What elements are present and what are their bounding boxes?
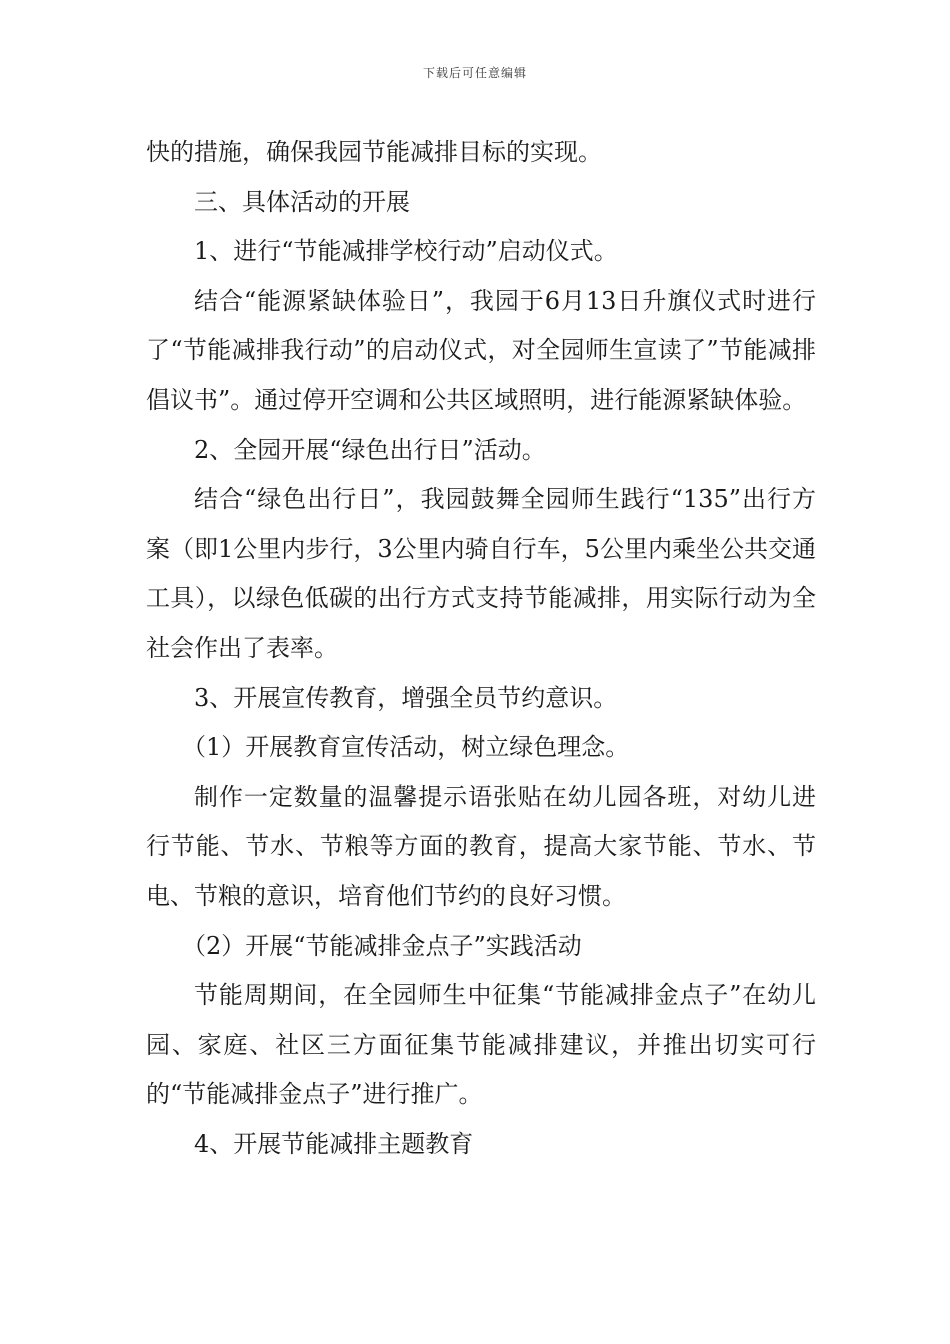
document-body xyxy=(146,128,816,1169)
paragraph-item-1: 结合“能源紧缺体验日”，我园于6月13日升旗仪式时进行了“节能减排我行动”的启动仪式，对全园师生宣读了”节能减排倡议书”。通过停开空调和公共区域照明，进行能源紧缺体验。 xyxy=(146,286,816,414)
paragraph-measures-end: 快的措施，确保我园节能减排目标的实现。 xyxy=(146,138,602,166)
item-heading-2: 2、全园开展“绿色出行日”活动。 xyxy=(194,435,546,464)
item-heading-4: 4、开展节能减排主题教育 xyxy=(194,1129,474,1158)
page-header: 下载后可任意编辑 xyxy=(422,66,527,80)
paragraph-subitem-2: 节能周期间，在全园师生中征集“节能减排金点子”在幼儿园、家庭、社区三方面征集节能减排建议，并推出切实可行的“节能减排金点子”进行推广。 xyxy=(146,981,816,1109)
paragraph-subitem-1: 制作一定数量的温馨提示语张贴在幼儿园各班，对幼儿进行节能、节水、节粮等方面的教育，提高大家节能、节水、节电、节粮的意识，培育他们节约的良好习惯。 xyxy=(146,782,816,910)
item-heading-3: 3、开展宣传教育，增强全员节约意识。 xyxy=(194,683,618,712)
paragraph-item-2: 结合“绿色出行日”，我园鼓舞全园师生践行“135”出行方案（即1公里内步行，3公里内骑自行车，5公里内乘坐公共交通工具），以绿色低碳的出行方式支持节能减排，用实际行动为全社会作出了表率。 xyxy=(146,485,816,662)
section-heading-activities: 三、具体活动的开展 xyxy=(194,187,410,216)
subitem-heading-1: （1）开展教育宣传活动，树立绿色理念。 xyxy=(182,733,630,762)
item-heading-1: 1、进行“节能减排学校行动”启动仪式。 xyxy=(194,237,618,266)
subitem-heading-2: （2）开展“节能减排金点子”实践活动 xyxy=(182,931,582,960)
